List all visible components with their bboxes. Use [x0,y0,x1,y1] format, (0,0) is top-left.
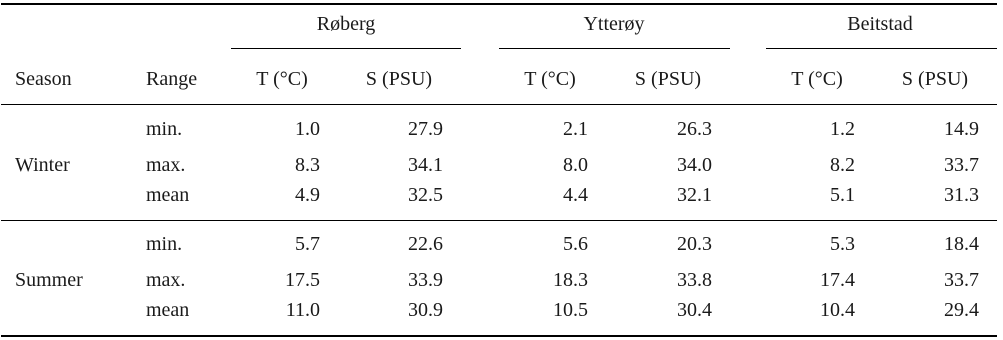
column-header-s-beitstad: S (PSU) [901,68,969,90]
group-header-ytteroy: Ytterøy [583,13,645,35]
table-cell: 34.1 [408,154,443,176]
group-header-roberg: Røberg [316,13,376,35]
table-cell: 29.4 [944,299,979,321]
range-label: min. [146,118,183,140]
range-label: mean [146,184,190,206]
table-cell: 26.3 [677,118,712,140]
table-cell: 20.3 [677,233,712,255]
table-cell: 17.5 [285,269,320,291]
table-cell: 33.7 [944,154,979,176]
group-rule-beitstad [766,48,997,49]
column-header-t-beitstad: T (°C) [791,68,843,90]
table-cell: 5.3 [830,233,855,255]
table-cell: 32.1 [677,184,712,206]
table-cell: 30.4 [677,299,712,321]
range-label: max. [146,154,186,176]
group-rule-roberg [231,48,461,49]
table-cell: 8.3 [295,154,320,176]
table-cell: 31.3 [944,184,979,206]
range-label: min. [146,233,183,255]
column-header-t-roberg: T (°C) [256,68,308,90]
table-cell: 33.7 [944,269,979,291]
column-header-range: Range [146,68,198,90]
table-cell: 5.6 [563,233,588,255]
table-cell: 5.7 [295,233,320,255]
section-divider-rule [1,220,997,221]
table-cell: 32.5 [408,184,443,206]
header-bottom-rule [1,104,997,105]
range-label: max. [146,269,186,291]
column-header-t-ytteroy: T (°C) [524,68,576,90]
table-cell: 1.2 [830,118,855,140]
table-cell: 4.4 [563,184,588,206]
table-cell: 1.0 [295,118,320,140]
column-header-season: Season [15,68,72,90]
season-label-summer: Summer [15,269,83,291]
table-cell: 5.1 [830,184,855,206]
range-label: mean [146,299,190,321]
table-cell: 2.1 [563,118,588,140]
table-cell: 11.0 [285,299,320,321]
group-header-beitstad: Beitstad [847,13,913,35]
table-cell: 8.2 [830,154,855,176]
table-cell: 27.9 [408,118,443,140]
table-cell: 14.9 [944,118,979,140]
table-cell: 34.0 [677,154,712,176]
table-cell: 17.4 [820,269,855,291]
column-header-s-roberg: S (PSU) [365,68,433,90]
column-header-s-ytteroy: S (PSU) [634,68,702,90]
table-cell: 10.4 [820,299,855,321]
group-rule-ytteroy [499,48,730,49]
season-label-winter: Winter [15,154,70,176]
table-cell: 8.0 [563,154,588,176]
table-cell: 33.9 [408,269,443,291]
table-bottom-rule [1,335,997,337]
table-cell: 18.4 [944,233,979,255]
table-cell: 22.6 [408,233,443,255]
table-top-rule [1,3,997,5]
table-cell: 4.9 [295,184,320,206]
table-cell: 18.3 [553,269,588,291]
table-cell: 10.5 [553,299,588,321]
table-cell: 30.9 [408,299,443,321]
table-cell: 33.8 [677,269,712,291]
